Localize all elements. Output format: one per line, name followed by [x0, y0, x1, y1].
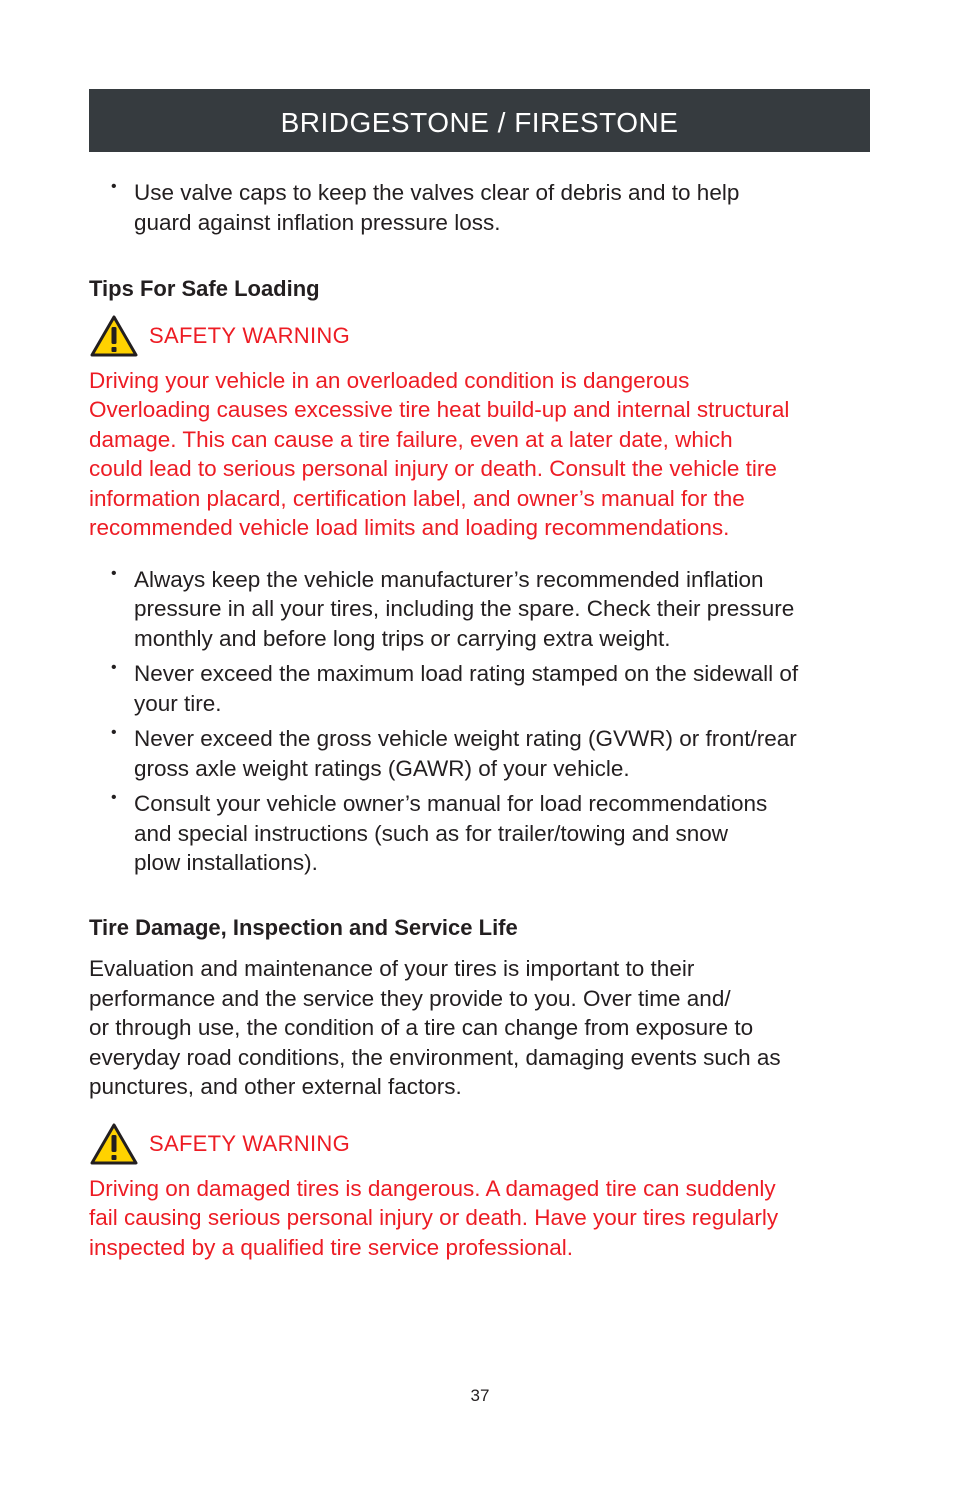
- body-line: everyday road conditions, the environment, damaging events such as: [89, 1044, 781, 1070]
- bullet-line: monthly and before long trips or carrying extra weight.: [134, 625, 671, 651]
- bullet-line: Never exceed the gross vehicle weight rating (GVWR) or front/rear: [134, 726, 797, 751]
- bullet-line: your tire.: [134, 690, 222, 716]
- body-line: performance and the service they provide to you. Over time and/: [89, 985, 731, 1011]
- bullet-dot: •: [111, 724, 117, 741]
- bullet-line: pressure in all your tires, including the spare. Check their pressure: [134, 596, 795, 621]
- warning-triangle-icon: [89, 1122, 139, 1166]
- section-heading-tire-damage: Tire Damage, Inspection and Service Life: [89, 914, 518, 940]
- page-header-bar: [89, 89, 870, 152]
- safety-warning-label: SAFETY WARNING: [149, 1130, 350, 1156]
- bullet-dot: •: [111, 178, 117, 195]
- page-content: [89, 174, 874, 1262]
- list-item: [89, 659, 874, 718]
- section-heading-safe-loading: Tips For Safe Loading: [89, 276, 320, 301]
- bullet-line: guard against inflation pressure loss.: [134, 209, 501, 235]
- bullet-line: and special instructions (such as for trailer/towing and snow: [134, 820, 729, 846]
- warning-line: information placard, certification label, and owner’s manual for the: [89, 485, 745, 511]
- bullet-dot: •: [111, 659, 117, 676]
- bullet-line: plow installations).: [134, 850, 318, 875]
- tire-damage-body: [89, 954, 874, 1102]
- warning-line: recommended vehicle load limits and loading recommendations.: [89, 515, 730, 540]
- safety-warning-header: [89, 1120, 874, 1168]
- page-number: 37: [470, 1386, 490, 1405]
- intro-bullet-list: [89, 178, 874, 237]
- body-line: punctures, and other external factors.: [89, 1074, 462, 1099]
- body-line: or through use, the condition of a tire can change from exposure to: [89, 1015, 754, 1040]
- warning-triangle-icon: [89, 314, 139, 358]
- safety-warning-header: [89, 312, 874, 360]
- bullet-line: Always keep the vehicle manufacturer’s recommended inflation: [134, 566, 764, 592]
- warning-line: Driving on damaged tires is dangerous. A damaged tire can suddenly: [89, 1175, 776, 1201]
- body-line: Evaluation and maintenance of your tires is important to their: [89, 956, 695, 981]
- bullet-line: Consult your vehicle owner’s manual for load recommendations: [134, 791, 768, 816]
- warning-line: damage. This can cause a tire failure, even at a later date, which: [89, 426, 733, 452]
- loading-bullet-list: [89, 565, 874, 878]
- list-item: [89, 789, 874, 878]
- bullet-line: Use valve caps to keep the valves clear of debris and to help: [134, 180, 740, 205]
- list-item: [89, 178, 874, 237]
- warning-line: Overloading causes excessive tire heat build-up and internal structural: [89, 397, 790, 422]
- safety-warning-text: [89, 366, 874, 543]
- bullet-line: Never exceed the maximum load rating stamped on the sidewall of: [134, 661, 799, 686]
- warning-line: could lead to serious personal injury or death. Consult the vehicle tire: [89, 456, 777, 481]
- safety-warning-text: [89, 1174, 874, 1263]
- list-item: [89, 565, 874, 654]
- warning-line: fail causing serious personal injury or death. Have your tires regularly: [89, 1205, 779, 1230]
- warning-line: inspected by a qualified tire service professional.: [89, 1234, 574, 1260]
- page-header-title: BRIDGESTONE / FIRESTONE: [280, 106, 679, 138]
- list-item: [89, 724, 874, 783]
- bullet-dot: •: [111, 564, 117, 582]
- warning-line: Driving your vehicle in an overloaded condition is dangerous: [89, 367, 690, 393]
- bullet-line: gross axle weight ratings (GAWR) of your vehicle.: [134, 755, 630, 781]
- safety-warning-label: SAFETY WARNING: [149, 322, 350, 348]
- bullet-dot: •: [111, 789, 117, 806]
